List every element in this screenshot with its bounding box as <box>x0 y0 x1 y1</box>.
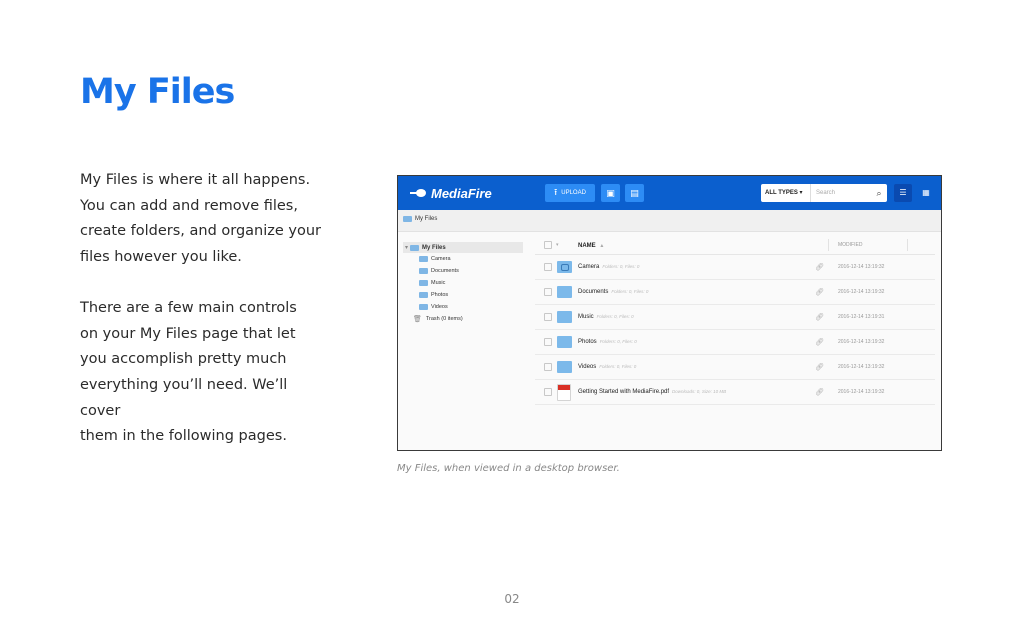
table-row[interactable] <box>535 380 935 405</box>
row-checkbox[interactable] <box>544 338 552 346</box>
tree-item-label: Documents <box>431 268 459 274</box>
file-name-text: Photos <box>578 339 597 345</box>
share-link-icon[interactable]: 🔗︎ <box>815 339 824 346</box>
file-name-text: Getting Started with MediaFire.pdf <box>578 389 670 395</box>
folder-icon <box>557 361 572 373</box>
logo-text: MediaFire <box>431 185 492 201</box>
share-link-icon[interactable]: 🔗︎ <box>815 289 824 296</box>
page-title: My Files <box>80 72 235 112</box>
new-folder-icon: ▣ <box>606 187 615 198</box>
column-divider <box>828 239 829 251</box>
screenshot-caption: My Files, when viewed in a desktop browser. <box>397 463 620 474</box>
intro-paragraph: My Files is where it all happens. You can add and remove files, create folders, and organize your files however you like. <box>80 172 322 266</box>
folder-icon <box>557 336 572 348</box>
file-name-text: Music <box>578 314 594 320</box>
modified-date: 2016-12-14 13:19:32 <box>838 389 885 395</box>
share-link-icon[interactable]: 🔗︎ <box>815 389 824 396</box>
folder-icon <box>419 280 428 286</box>
tree-item-photos[interactable] <box>403 289 523 301</box>
search-input[interactable]: Search <box>816 190 836 196</box>
tree-item-videos[interactable] <box>403 301 523 313</box>
page-number: 02 <box>504 592 520 606</box>
file-name-text: Videos <box>578 364 597 370</box>
file-meta: Folders: 0, Files: 0 <box>599 339 637 344</box>
file-meta: Folders: 0, Files: 0 <box>611 289 649 294</box>
folder-icon <box>419 256 428 262</box>
folder-icon <box>557 286 572 298</box>
new-file-icon: ▤ <box>630 187 639 198</box>
search-box <box>761 184 887 202</box>
file-list-header <box>535 236 935 255</box>
row-checkbox[interactable] <box>544 288 552 296</box>
file-name-text: Camera <box>578 264 600 270</box>
folder-icon <box>403 216 412 222</box>
modified-date: 2016-12-14 13:19:32 <box>838 364 885 370</box>
tree-root-my-files[interactable] <box>403 242 523 253</box>
modified-column-header[interactable]: MODIFIED <box>838 242 863 248</box>
upload-label: UPLOAD <box>561 190 586 196</box>
file-name[interactable] <box>578 364 636 370</box>
sort-icon: ▴ <box>600 242 604 249</box>
folder-icon <box>557 311 572 323</box>
camera-folder-icon <box>557 261 572 273</box>
list-view-button[interactable] <box>894 184 912 202</box>
tree-item-label: Camera <box>431 256 451 262</box>
file-name[interactable] <box>578 264 639 270</box>
folder-icon <box>410 245 419 251</box>
share-link-icon[interactable]: 🔗︎ <box>815 364 824 371</box>
list-view-icon: ☰ <box>899 188 907 197</box>
body-text <box>80 168 330 475</box>
grid-view-button[interactable] <box>917 184 935 202</box>
row-checkbox[interactable] <box>544 388 552 396</box>
file-meta: Folders: 0, Files: 0 <box>599 364 637 369</box>
row-checkbox[interactable] <box>544 263 552 271</box>
trash-icon: 🗑 <box>413 316 422 323</box>
column-divider <box>907 239 908 251</box>
pdf-file-icon <box>557 384 571 401</box>
file-name[interactable] <box>578 289 648 295</box>
table-row[interactable] <box>535 255 935 280</box>
file-name[interactable] <box>578 389 726 395</box>
table-row[interactable] <box>535 330 935 355</box>
modified-date: 2016-12-14 13:19:32 <box>838 339 885 345</box>
row-checkbox[interactable] <box>544 363 552 371</box>
tree-root-label: My Files <box>422 244 446 251</box>
modified-date: 2016-12-14 13:19:32 <box>838 264 885 270</box>
file-name[interactable] <box>578 339 637 345</box>
file-meta: Downloads: 0, Size: 10 MB <box>672 389 727 394</box>
tree-item-label: Music <box>431 280 446 286</box>
table-row[interactable] <box>535 280 935 305</box>
new-file-button[interactable] <box>625 184 644 202</box>
flame-logo-icon <box>410 189 428 197</box>
breadcrumb-item[interactable] <box>403 216 437 222</box>
row-checkbox[interactable] <box>544 313 552 321</box>
file-meta: Folders: 0, Files: 0 <box>602 264 640 269</box>
breadcrumb <box>398 210 941 232</box>
file-list <box>535 236 935 405</box>
mediafire-screenshot <box>397 175 942 451</box>
tree-item-label: Photos <box>431 292 449 298</box>
new-folder-button[interactable] <box>601 184 620 202</box>
folder-icon <box>419 304 428 310</box>
expand-caret-icon[interactable]: ▾ <box>405 245 409 251</box>
table-row[interactable] <box>535 355 935 380</box>
tree-item-music[interactable] <box>403 277 523 289</box>
mediafire-logo[interactable] <box>410 186 492 200</box>
tree-item-documents[interactable] <box>403 265 523 277</box>
upload-button[interactable] <box>545 184 595 202</box>
modified-date: 2016-12-14 13:19:31 <box>838 314 885 320</box>
tree-item-camera[interactable] <box>403 253 523 265</box>
breadcrumb-label: My Files <box>415 216 438 222</box>
modified-date: 2016-12-14 13:19:32 <box>838 289 885 295</box>
folder-tree <box>403 242 523 325</box>
type-filter-dropdown[interactable]: ALL TYPES ▾ <box>761 184 811 202</box>
select-menu-caret-icon[interactable]: ▾ <box>556 242 559 248</box>
controls-paragraph: There are a few main controls on your My Files page that let you accomplish pretty much everything you’ll need. We’ll cover them in the following pages. <box>80 299 297 445</box>
app-topbar <box>398 176 941 210</box>
folder-icon <box>419 292 428 298</box>
table-row[interactable] <box>535 305 935 330</box>
grid-view-icon: ▦ <box>922 188 930 197</box>
folder-icon <box>419 268 428 274</box>
tree-item-label: Videos <box>431 304 448 310</box>
search-icon[interactable]: ⌕ <box>876 187 882 198</box>
tree-item-label: Trash (0 items) <box>425 316 463 322</box>
name-column-label: NAME <box>578 242 596 249</box>
upload-icon: ⭱ <box>554 187 558 197</box>
select-all-checkbox[interactable] <box>544 241 552 249</box>
share-link-icon[interactable]: 🔗︎ <box>815 314 824 321</box>
tree-item-trash[interactable] <box>403 313 523 325</box>
file-name[interactable] <box>578 314 634 320</box>
share-link-icon[interactable]: 🔗︎ <box>815 264 824 271</box>
file-name-text: Documents <box>578 289 609 295</box>
name-column-header[interactable] <box>578 242 603 249</box>
file-meta: Folders: 0, Files: 0 <box>596 314 634 319</box>
